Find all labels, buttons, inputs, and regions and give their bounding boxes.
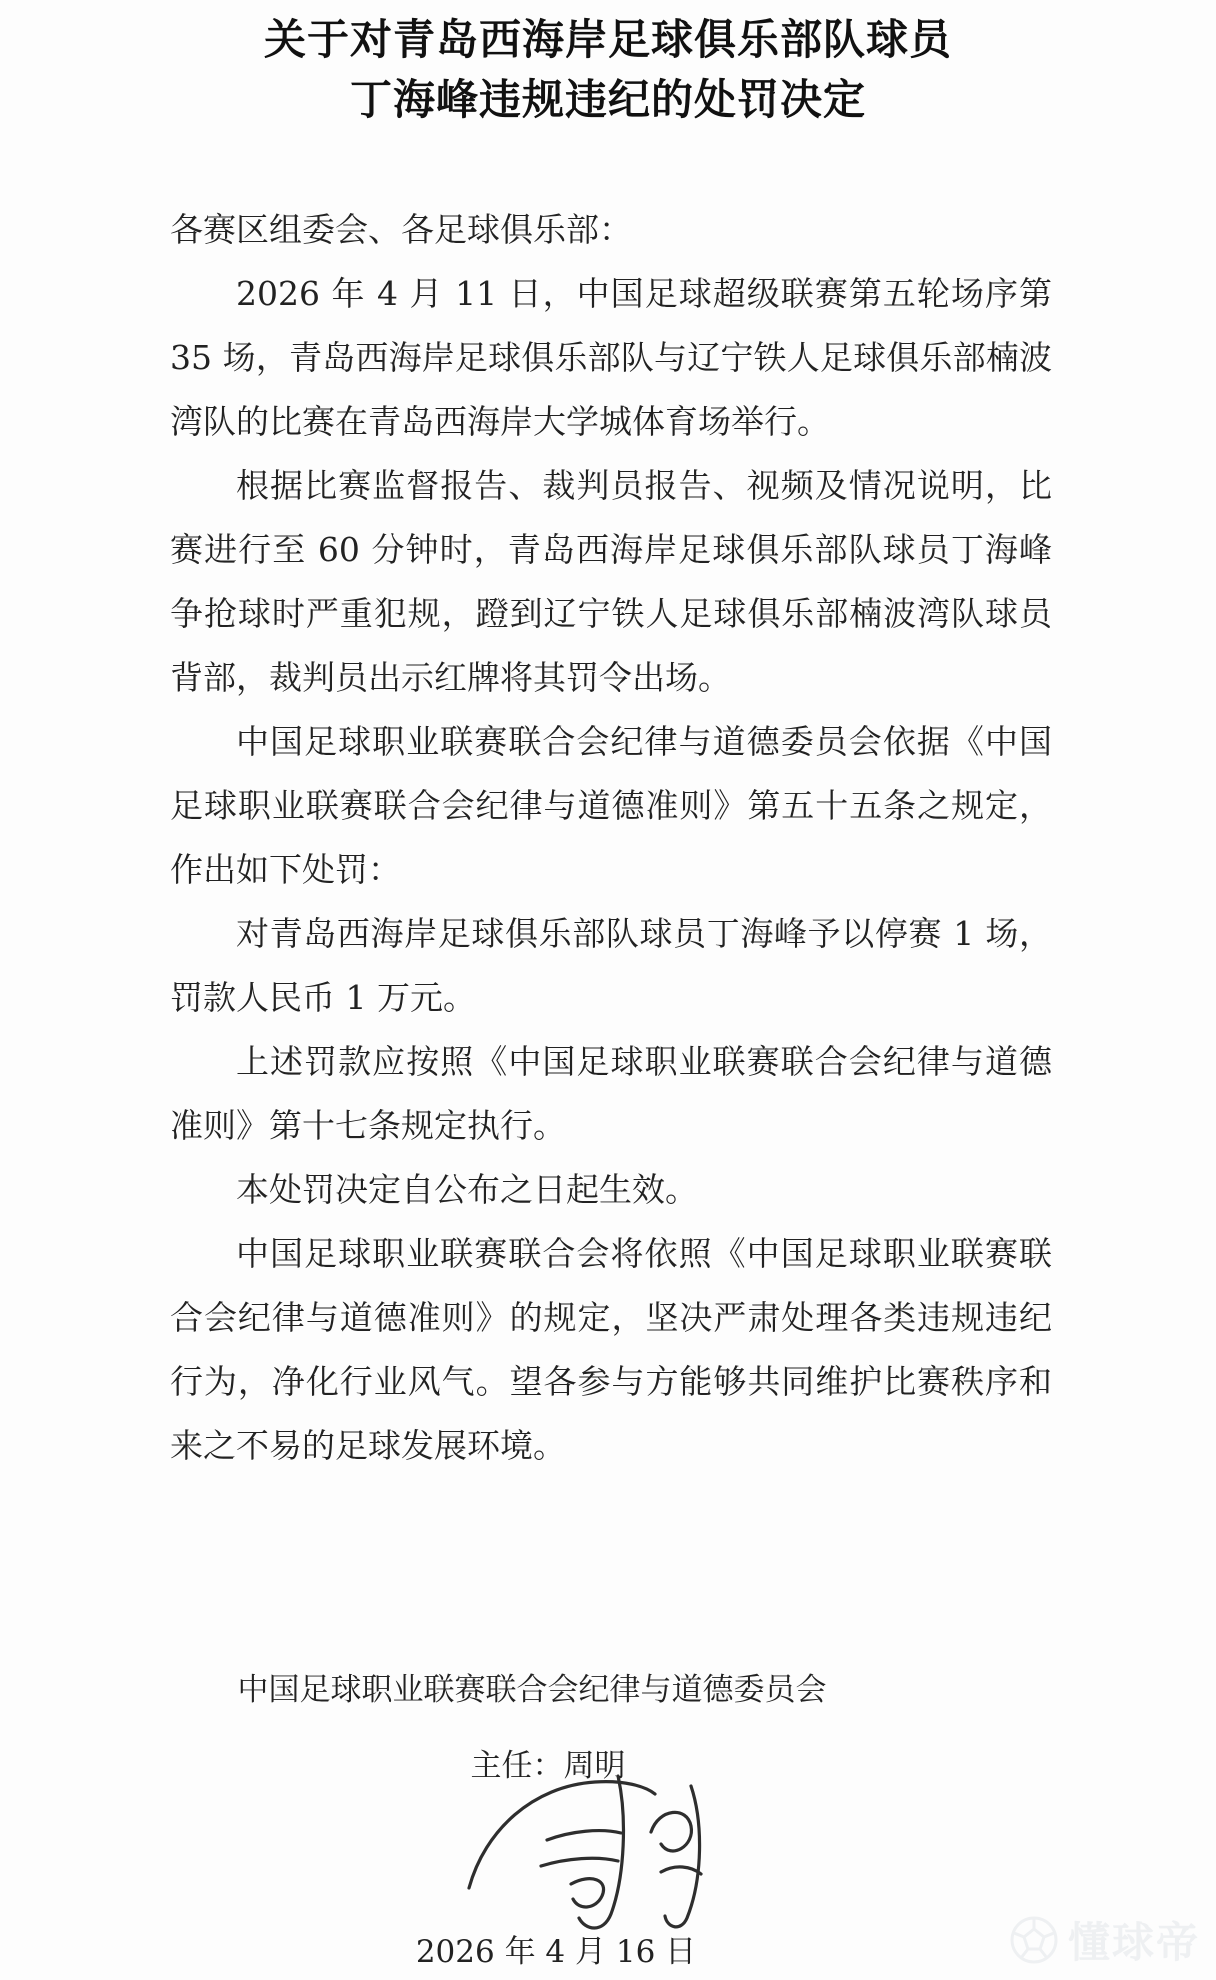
document-body: [170, 198, 1052, 1478]
handwritten-signature: [455, 1768, 705, 1933]
watermark-text: 懂球帝: [1067, 1918, 1200, 1967]
signer-title-name: 主任：周明: [470, 1748, 626, 1784]
body-paragraph-7: 中国足球职业联赛联合会将依照《中国足球职业联赛联合会纪律与道德准则》的规定，坚决严肃处理各类违规违纪行为，净化行业风气。望各参与方能够共同维护比赛秩序和来之不易的足球发展环境。: [170, 1234, 1052, 1465]
football-logo-icon: [1008, 1914, 1060, 1966]
watermark: [1008, 1910, 1200, 1970]
salutation: 各赛区组委会、各足球俱乐部：: [170, 210, 632, 249]
body-paragraph-2: 根据比赛监督报告、裁判员报告、视频及情况说明，比赛进行至 60 分钟时，青岛西海岸足球俱乐部队球员丁海峰争抢球时严重犯规，蹬到辽宁铁人足球俱乐部楠波湾队球员背部，裁判员出示红牌将其罚令出场。: [170, 466, 1052, 697]
body-paragraph-4: 对青岛西海岸足球俱乐部队球员丁海峰予以停赛 1 场，罚款人民币 1 万元。: [170, 914, 1052, 1017]
body-paragraph-3: 中国足球职业联赛联合会纪律与道德委员会依据《中国足球职业联赛联合会纪律与道德准则》第五十五条之规定，作出如下处罚：: [170, 722, 1052, 889]
signature-organization: 中国足球职业联赛联合会纪律与道德委员会: [237, 1672, 827, 1708]
document-title: [0, 0, 1216, 130]
title-line-2: 丁海峰违规违纪的处罚决定: [349, 75, 866, 124]
body-paragraph-6: 本处罚决定自公布之日起生效。: [236, 1170, 698, 1209]
title-line-1: 关于对青岛西海岸足球俱乐部队球员: [263, 15, 952, 64]
signature-strokes-icon: [455, 1768, 705, 1933]
body-paragraph-1: 2026 年 4 月 11 日，中国足球超级联赛第五轮场序第 35 场，青岛西海岸足球俱乐部队与辽宁铁人足球俱乐部楠波湾队的比赛在青岛西海岸大学城体育场举行。: [170, 274, 1052, 441]
document-date: 2026 年 4 月 16 日: [415, 1934, 697, 1970]
body-paragraph-5: 上述罚款应按照《中国足球职业联赛联合会纪律与道德准则》第十七条规定执行。: [170, 1042, 1052, 1145]
